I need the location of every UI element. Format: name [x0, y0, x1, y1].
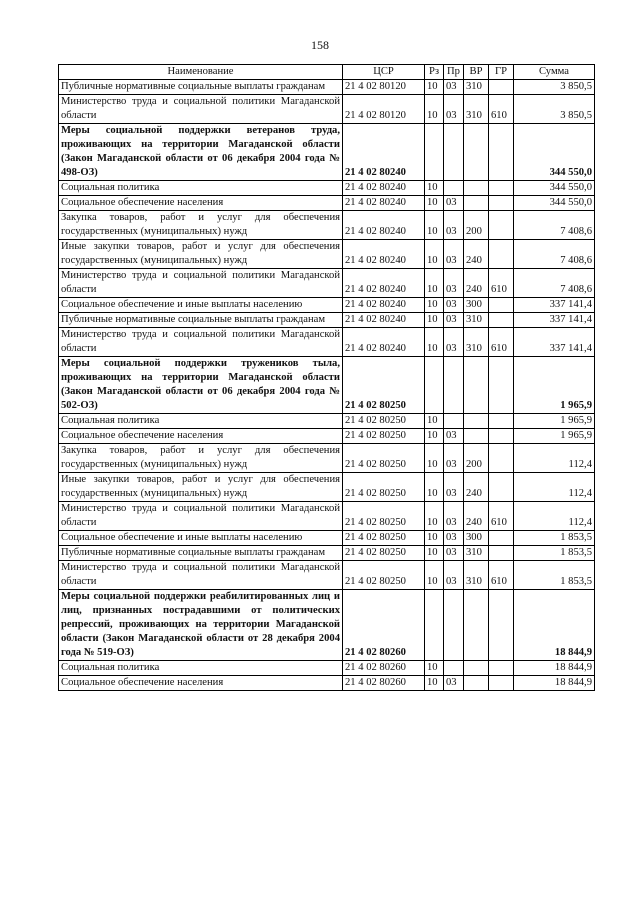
row-vr	[464, 124, 489, 181]
row-code: 21 4 02 80240	[343, 269, 425, 298]
row-code: 21 4 02 80120	[343, 95, 425, 124]
row-code: 21 4 02 80250	[343, 414, 425, 429]
row-pr	[444, 590, 464, 661]
row-code: 21 4 02 80250	[343, 531, 425, 546]
table-row	[59, 313, 595, 328]
row-gr: 610	[489, 269, 514, 298]
row-rz: 10	[425, 473, 444, 502]
row-vr	[464, 181, 489, 196]
row-rz: 10	[425, 328, 444, 357]
row-gr	[489, 546, 514, 561]
row-pr: 03	[444, 80, 464, 95]
row-rz: 10	[425, 414, 444, 429]
row-code: 21 4 02 80240	[343, 328, 425, 357]
row-name: Меры социальной поддержки реабилитированных лиц и лиц, признанных пострадавшими от политических репрессий, проживающих на территории Магаданской области (Закон Магаданской области от 28 декабря 2004 года № 519-ОЗ)	[59, 590, 343, 661]
row-name: Закупка товаров, работ и услуг для обеспечения государственных (муниципальных) нужд	[59, 211, 343, 240]
row-rz: 10	[425, 313, 444, 328]
table-row	[59, 676, 595, 691]
row-vr: 240	[464, 502, 489, 531]
row-code: 21 4 02 80120	[343, 80, 425, 95]
row-code: 21 4 02 80250	[343, 561, 425, 590]
table-row	[59, 414, 595, 429]
row-rz: 10	[425, 502, 444, 531]
row-name: Министерство труда и социальной политики Магаданской области	[59, 561, 343, 590]
row-pr: 03	[444, 473, 464, 502]
row-pr: 03	[444, 546, 464, 561]
row-pr: 03	[444, 429, 464, 444]
row-code: 21 4 02 80240	[343, 298, 425, 313]
row-name: Иные закупки товаров, работ и услуг для обеспечения государственных (муниципальных) нужд	[59, 473, 343, 502]
row-sum: 112,4	[514, 502, 595, 531]
row-name: Социальное обеспечение и иные выплаты населению	[59, 298, 343, 313]
table-row	[59, 269, 595, 298]
table-row	[59, 444, 595, 473]
header-code: ЦСР	[343, 65, 425, 80]
row-vr	[464, 676, 489, 691]
row-gr	[489, 181, 514, 196]
row-code: 21 4 02 80250	[343, 429, 425, 444]
row-rz: 10	[425, 676, 444, 691]
row-pr: 03	[444, 444, 464, 473]
row-pr: 03	[444, 676, 464, 691]
row-rz: 10	[425, 95, 444, 124]
row-sum: 7 408,6	[514, 211, 595, 240]
table-row-section	[59, 590, 595, 661]
row-rz	[425, 357, 444, 414]
row-gr	[489, 429, 514, 444]
table-row-section	[59, 357, 595, 414]
row-sum: 1 853,5	[514, 561, 595, 590]
row-vr: 310	[464, 561, 489, 590]
row-sum: 1 965,9	[514, 414, 595, 429]
row-pr: 03	[444, 313, 464, 328]
row-pr	[444, 357, 464, 414]
row-code: 21 4 02 80240	[343, 124, 425, 181]
row-vr: 300	[464, 531, 489, 546]
table-row	[59, 240, 595, 269]
row-sum: 18 844,9	[514, 590, 595, 661]
row-pr: 03	[444, 269, 464, 298]
row-sum: 3 850,5	[514, 95, 595, 124]
row-sum: 1 853,5	[514, 531, 595, 546]
row-name: Социальное обеспечение и иные выплаты населению	[59, 531, 343, 546]
row-name: Публичные нормативные социальные выплаты гражданам	[59, 80, 343, 95]
row-rz: 10	[425, 80, 444, 95]
row-code: 21 4 02 80240	[343, 181, 425, 196]
row-name: Публичные нормативные социальные выплаты гражданам	[59, 313, 343, 328]
table-row-section	[59, 124, 595, 181]
row-gr	[489, 196, 514, 211]
row-vr	[464, 414, 489, 429]
row-gr	[489, 444, 514, 473]
row-sum: 1 853,5	[514, 546, 595, 561]
row-pr: 03	[444, 240, 464, 269]
row-gr	[489, 473, 514, 502]
header-row	[59, 65, 595, 80]
row-name: Публичные нормативные социальные выплаты гражданам	[59, 546, 343, 561]
row-gr	[489, 661, 514, 676]
row-gr	[489, 298, 514, 313]
row-pr: 03	[444, 95, 464, 124]
row-gr	[489, 124, 514, 181]
row-code: 21 4 02 80250	[343, 444, 425, 473]
table-row	[59, 211, 595, 240]
row-pr	[444, 181, 464, 196]
row-vr	[464, 661, 489, 676]
row-code: 21 4 02 80260	[343, 661, 425, 676]
row-sum: 112,4	[514, 473, 595, 502]
row-sum: 337 141,4	[514, 298, 595, 313]
table-row	[59, 196, 595, 211]
row-rz: 10	[425, 240, 444, 269]
row-sum: 18 844,9	[514, 661, 595, 676]
row-gr	[489, 531, 514, 546]
row-sum: 344 550,0	[514, 124, 595, 181]
row-vr: 200	[464, 211, 489, 240]
row-vr: 310	[464, 95, 489, 124]
row-vr: 310	[464, 313, 489, 328]
row-name: Социальная политика	[59, 661, 343, 676]
row-vr: 310	[464, 546, 489, 561]
row-gr	[489, 676, 514, 691]
row-vr: 200	[464, 444, 489, 473]
header-pr: Пр	[444, 65, 464, 80]
table-row	[59, 561, 595, 590]
row-pr	[444, 124, 464, 181]
row-code: 21 4 02 80240	[343, 240, 425, 269]
row-rz: 10	[425, 269, 444, 298]
table-row	[59, 546, 595, 561]
row-name: Министерство труда и социальной политики Магаданской области	[59, 502, 343, 531]
header-rz: Рз	[425, 65, 444, 80]
row-pr: 03	[444, 298, 464, 313]
row-vr	[464, 590, 489, 661]
row-name: Социальная политика	[59, 181, 343, 196]
table-row	[59, 502, 595, 531]
row-pr: 03	[444, 328, 464, 357]
table-row	[59, 531, 595, 546]
row-sum: 344 550,0	[514, 196, 595, 211]
row-gr	[489, 590, 514, 661]
row-vr: 310	[464, 328, 489, 357]
row-gr	[489, 414, 514, 429]
row-code: 21 4 02 80240	[343, 313, 425, 328]
table-row	[59, 181, 595, 196]
row-pr: 03	[444, 211, 464, 240]
row-pr: 03	[444, 561, 464, 590]
row-rz: 10	[425, 561, 444, 590]
row-gr: 610	[489, 561, 514, 590]
table-row	[59, 328, 595, 357]
row-name: Министерство труда и социальной политики Магаданской области	[59, 269, 343, 298]
row-pr: 03	[444, 502, 464, 531]
row-sum: 1 965,9	[514, 357, 595, 414]
table-row	[59, 473, 595, 502]
row-rz	[425, 124, 444, 181]
row-sum: 112,4	[514, 444, 595, 473]
row-pr: 03	[444, 196, 464, 211]
row-name: Меры социальной поддержки тружеников тыла, проживающих на территории Магаданской области (Закон Магаданской области от 06 декабря 2004 года № 502-ОЗ)	[59, 357, 343, 414]
row-name: Социальная политика	[59, 414, 343, 429]
row-rz: 10	[425, 196, 444, 211]
row-sum: 18 844,9	[514, 676, 595, 691]
row-pr	[444, 661, 464, 676]
row-rz: 10	[425, 661, 444, 676]
page-number: 158	[311, 38, 329, 52]
row-gr	[489, 313, 514, 328]
row-rz: 10	[425, 298, 444, 313]
row-vr	[464, 429, 489, 444]
row-vr	[464, 196, 489, 211]
row-gr	[489, 211, 514, 240]
row-name: Министерство труда и социальной политики Магаданской области	[59, 95, 343, 124]
row-sum: 337 141,4	[514, 328, 595, 357]
row-sum: 337 141,4	[514, 313, 595, 328]
row-name: Социальное обеспечение населения	[59, 196, 343, 211]
row-code: 21 4 02 80260	[343, 590, 425, 661]
row-gr: 610	[489, 502, 514, 531]
row-pr: 03	[444, 531, 464, 546]
row-rz	[425, 590, 444, 661]
row-vr: 240	[464, 473, 489, 502]
row-name: Социальное обеспечение населения	[59, 429, 343, 444]
row-rz: 10	[425, 444, 444, 473]
row-rz: 10	[425, 546, 444, 561]
row-vr: 240	[464, 240, 489, 269]
row-pr	[444, 414, 464, 429]
table-row	[59, 429, 595, 444]
row-code: 21 4 02 80260	[343, 676, 425, 691]
row-name: Социальное обеспечение населения	[59, 676, 343, 691]
row-name: Министерство труда и социальной политики Магаданской области	[59, 328, 343, 357]
row-rz: 10	[425, 531, 444, 546]
table-row	[59, 80, 595, 95]
row-vr	[464, 357, 489, 414]
header-name: Наименование	[59, 65, 343, 80]
row-code: 21 4 02 80250	[343, 502, 425, 531]
row-gr	[489, 357, 514, 414]
row-rz: 10	[425, 181, 444, 196]
row-rz: 10	[425, 211, 444, 240]
row-rz: 10	[425, 429, 444, 444]
row-name: Иные закупки товаров, работ и услуг для обеспечения государственных (муниципальных) нужд	[59, 240, 343, 269]
table-row	[59, 95, 595, 124]
table-row	[59, 661, 595, 676]
budget-table	[58, 64, 595, 691]
row-gr	[489, 80, 514, 95]
row-sum: 1 965,9	[514, 429, 595, 444]
row-vr: 310	[464, 80, 489, 95]
header-vr: ВР	[464, 65, 489, 80]
row-gr: 610	[489, 95, 514, 124]
row-vr: 300	[464, 298, 489, 313]
row-sum: 7 408,6	[514, 269, 595, 298]
header-sum: Сумма	[514, 65, 595, 80]
row-code: 21 4 02 80250	[343, 357, 425, 414]
row-code: 21 4 02 80240	[343, 196, 425, 211]
row-code: 21 4 02 80250	[343, 473, 425, 502]
header-gr: ГР	[489, 65, 514, 80]
row-sum: 7 408,6	[514, 240, 595, 269]
row-code: 21 4 02 80240	[343, 211, 425, 240]
row-vr: 240	[464, 269, 489, 298]
row-gr	[489, 240, 514, 269]
row-code: 21 4 02 80250	[343, 546, 425, 561]
row-sum: 3 850,5	[514, 80, 595, 95]
table-row	[59, 298, 595, 313]
table-body	[59, 80, 595, 691]
row-name: Закупка товаров, работ и услуг для обеспечения государственных (муниципальных) нужд	[59, 444, 343, 473]
row-name: Меры социальной поддержки ветеранов труда, проживающих на территории Магаданской области (Закон Магаданской области от 06 декабря 2004 года № 498-ОЗ)	[59, 124, 343, 181]
row-sum: 344 550,0	[514, 181, 595, 196]
row-gr: 610	[489, 328, 514, 357]
